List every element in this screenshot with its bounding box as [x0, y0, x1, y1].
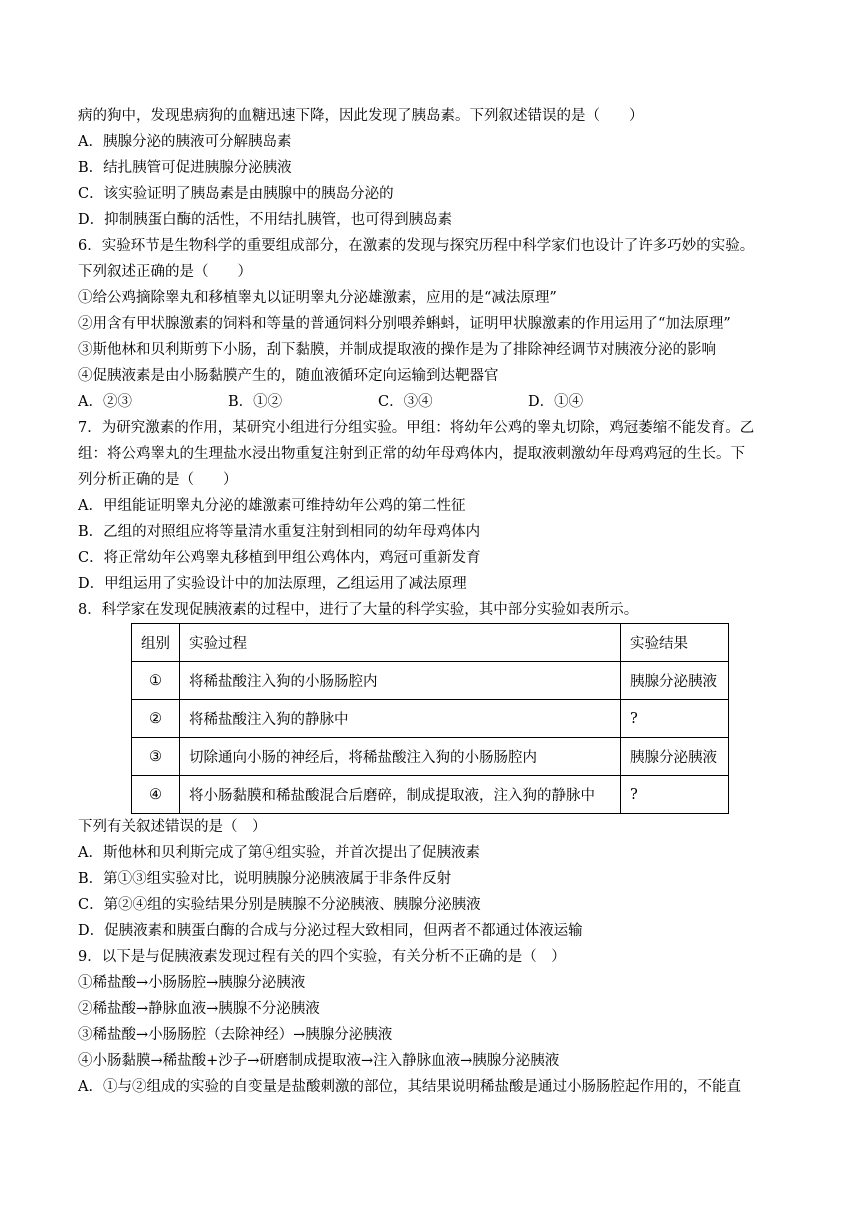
- table-row: [132, 738, 729, 776]
- q6-option-a: A．②③: [78, 394, 132, 410]
- q6-statement-1: ①给公鸡摘除睾丸和移植睾丸以证明睾丸分泌雄激素，应用的是“减法原理”: [78, 290, 557, 306]
- table-header-row: [132, 624, 729, 662]
- cell-group: ④: [132, 776, 180, 814]
- q7-option-b: B．乙组的对照组应将等量清水重复注射到相同的幼年母鸡体内: [78, 524, 481, 540]
- cell-process: 将稀盐酸注入狗的小肠肠腔内: [180, 662, 621, 700]
- q5-option-b: B．结扎胰管可促进胰腺分泌胰液: [78, 160, 292, 176]
- cell-result: ?: [621, 776, 729, 814]
- q6-stem-line-1: 6．实验环节是生物科学的重要组成部分，在激素的发现与探究历程中科学家们也设计了许多巧妙的实验。: [78, 238, 755, 254]
- cell-group: ②: [132, 700, 180, 738]
- q9-experiment-3: ③稀盐酸→小肠肠腔（去除神经）→胰腺分泌胰液: [78, 1027, 393, 1043]
- q6-option-c: C．③④: [378, 394, 433, 410]
- q8-option-b: B．第①③组实验对比，说明胰腺分泌胰液属于非条件反射: [78, 871, 452, 887]
- cell-result: 胰腺分泌胰液: [621, 738, 729, 776]
- q7-option-c: C．将正常幼年公鸡睾丸移植到甲组公鸡体内，鸡冠可重新发育: [78, 550, 481, 566]
- q5-option-a: A．胰腺分泌的胰液可分解胰岛素: [78, 134, 292, 150]
- q5-stem-continued: 病的狗中，发现患病狗的血糖迅速下降，因此发现了胰岛素。下列叙述错误的是（ ）: [78, 108, 644, 124]
- table-row: [132, 700, 729, 738]
- q6-statement-2: ②用含有甲状腺激素的饲料和等量的普通饲料分别喂养蝌蚪，证明甲状腺激素的作用运用了“加法原理”: [78, 316, 731, 332]
- q7-stem-line-3: 列分析正确的是（ ）: [78, 472, 238, 488]
- q5-option-d: D．抑制胰蛋白酶的活性，不用结扎胰管，也可得到胰岛素: [78, 212, 453, 228]
- q6-statement-4: ④促胰液素是由小肠黏膜产生的，随血液循环定向运输到达靶器官: [78, 368, 499, 384]
- q7-option-d: D．甲组运用了实验设计中的加法原理，乙组运用了减法原理: [78, 576, 467, 592]
- q9-stem: 9．以下是与促胰液素发现过程有关的四个实验，有关分析不正确的是（ ）: [78, 949, 566, 965]
- header-result: 实验结果: [621, 624, 729, 662]
- q6-option-b: B．①②: [228, 394, 283, 410]
- q9-experiment-4: ④小肠黏膜→稀盐酸+沙子→研磨制成提取液→注入静脉血液→胰腺分泌胰液: [78, 1053, 560, 1069]
- q5-option-c: C．该实验证明了胰岛素是由胰腺中的胰岛分泌的: [78, 186, 394, 202]
- cell-group: ③: [132, 738, 180, 776]
- q8-option-d: D．促胰液素和胰蛋白酶的合成与分泌过程大致相同，但两者不都通过体液运输: [78, 923, 583, 939]
- q7-option-a: A．甲组能证明睾丸分泌的雄激素可维持幼年公鸡的第二性征: [78, 498, 466, 514]
- header-group: 组别: [132, 624, 180, 662]
- q8-option-a: A．斯他林和贝利斯完成了第④组实验，并首次提出了促胰液素: [78, 845, 480, 861]
- q8-experiment-table: [131, 623, 729, 814]
- q9-experiment-1: ①稀盐酸→小肠肠腔→胰腺分泌胰液: [78, 975, 306, 991]
- table-row: [132, 776, 729, 814]
- q6-statement-3: ③斯他林和贝利斯剪下小肠，刮下黏膜，并制成提取液的操作是为了排除神经调节对胰液分泌的影响: [78, 342, 716, 358]
- q8-question: 下列有关叙述错误的是（ ）: [78, 819, 267, 835]
- q7-stem-line-2: 组：将公鸡睾丸的生理盐水浸出物重复注射到正常的幼年母鸡体内，提取液刺激幼年母鸡鸡冠的生长。下: [78, 446, 745, 462]
- q7-stem-line-1: 7．为研究激素的作用，某研究小组进行分组实验。甲组：将幼年公鸡的睾丸切除，鸡冠萎缩不能发育。乙: [78, 420, 755, 436]
- cell-group: ①: [132, 662, 180, 700]
- cell-result: ?: [621, 700, 729, 738]
- q8-stem: 8．科学家在发现促胰液素的过程中，进行了大量的科学实验，其中部分实验如表所示。: [78, 602, 639, 618]
- q9-experiment-2: ②稀盐酸→静脉血液→胰腺不分泌胰液: [78, 1001, 320, 1017]
- cell-process: 将稀盐酸注入狗的静脉中: [180, 700, 621, 738]
- table-row: [132, 662, 729, 700]
- cell-process: 将小肠黏膜和稀盐酸混合后磨碎，制成提取液，注入狗的静脉中: [180, 776, 621, 814]
- q6-option-d: D．①④: [528, 394, 584, 410]
- q6-stem-line-2: 下列叙述正确的是（ ）: [78, 264, 252, 280]
- q6-options-row: [78, 389, 798, 415]
- q8-option-c: C．第②④组的实验结果分别是胰腺不分泌胰液、胰腺分泌胰液: [78, 897, 481, 913]
- header-process: 实验过程: [180, 624, 621, 662]
- q9-option-a: A．①与②组成的实验的自变量是盐酸刺激的部位，其结果说明稀盐酸是通过小肠肠腔起作用的，不能直: [78, 1079, 741, 1095]
- cell-result: 胰腺分泌胰液: [621, 662, 729, 700]
- document-page: [78, 103, 798, 1100]
- cell-process: 切除通向小肠的神经后，将稀盐酸注入狗的小肠肠腔内: [180, 738, 621, 776]
